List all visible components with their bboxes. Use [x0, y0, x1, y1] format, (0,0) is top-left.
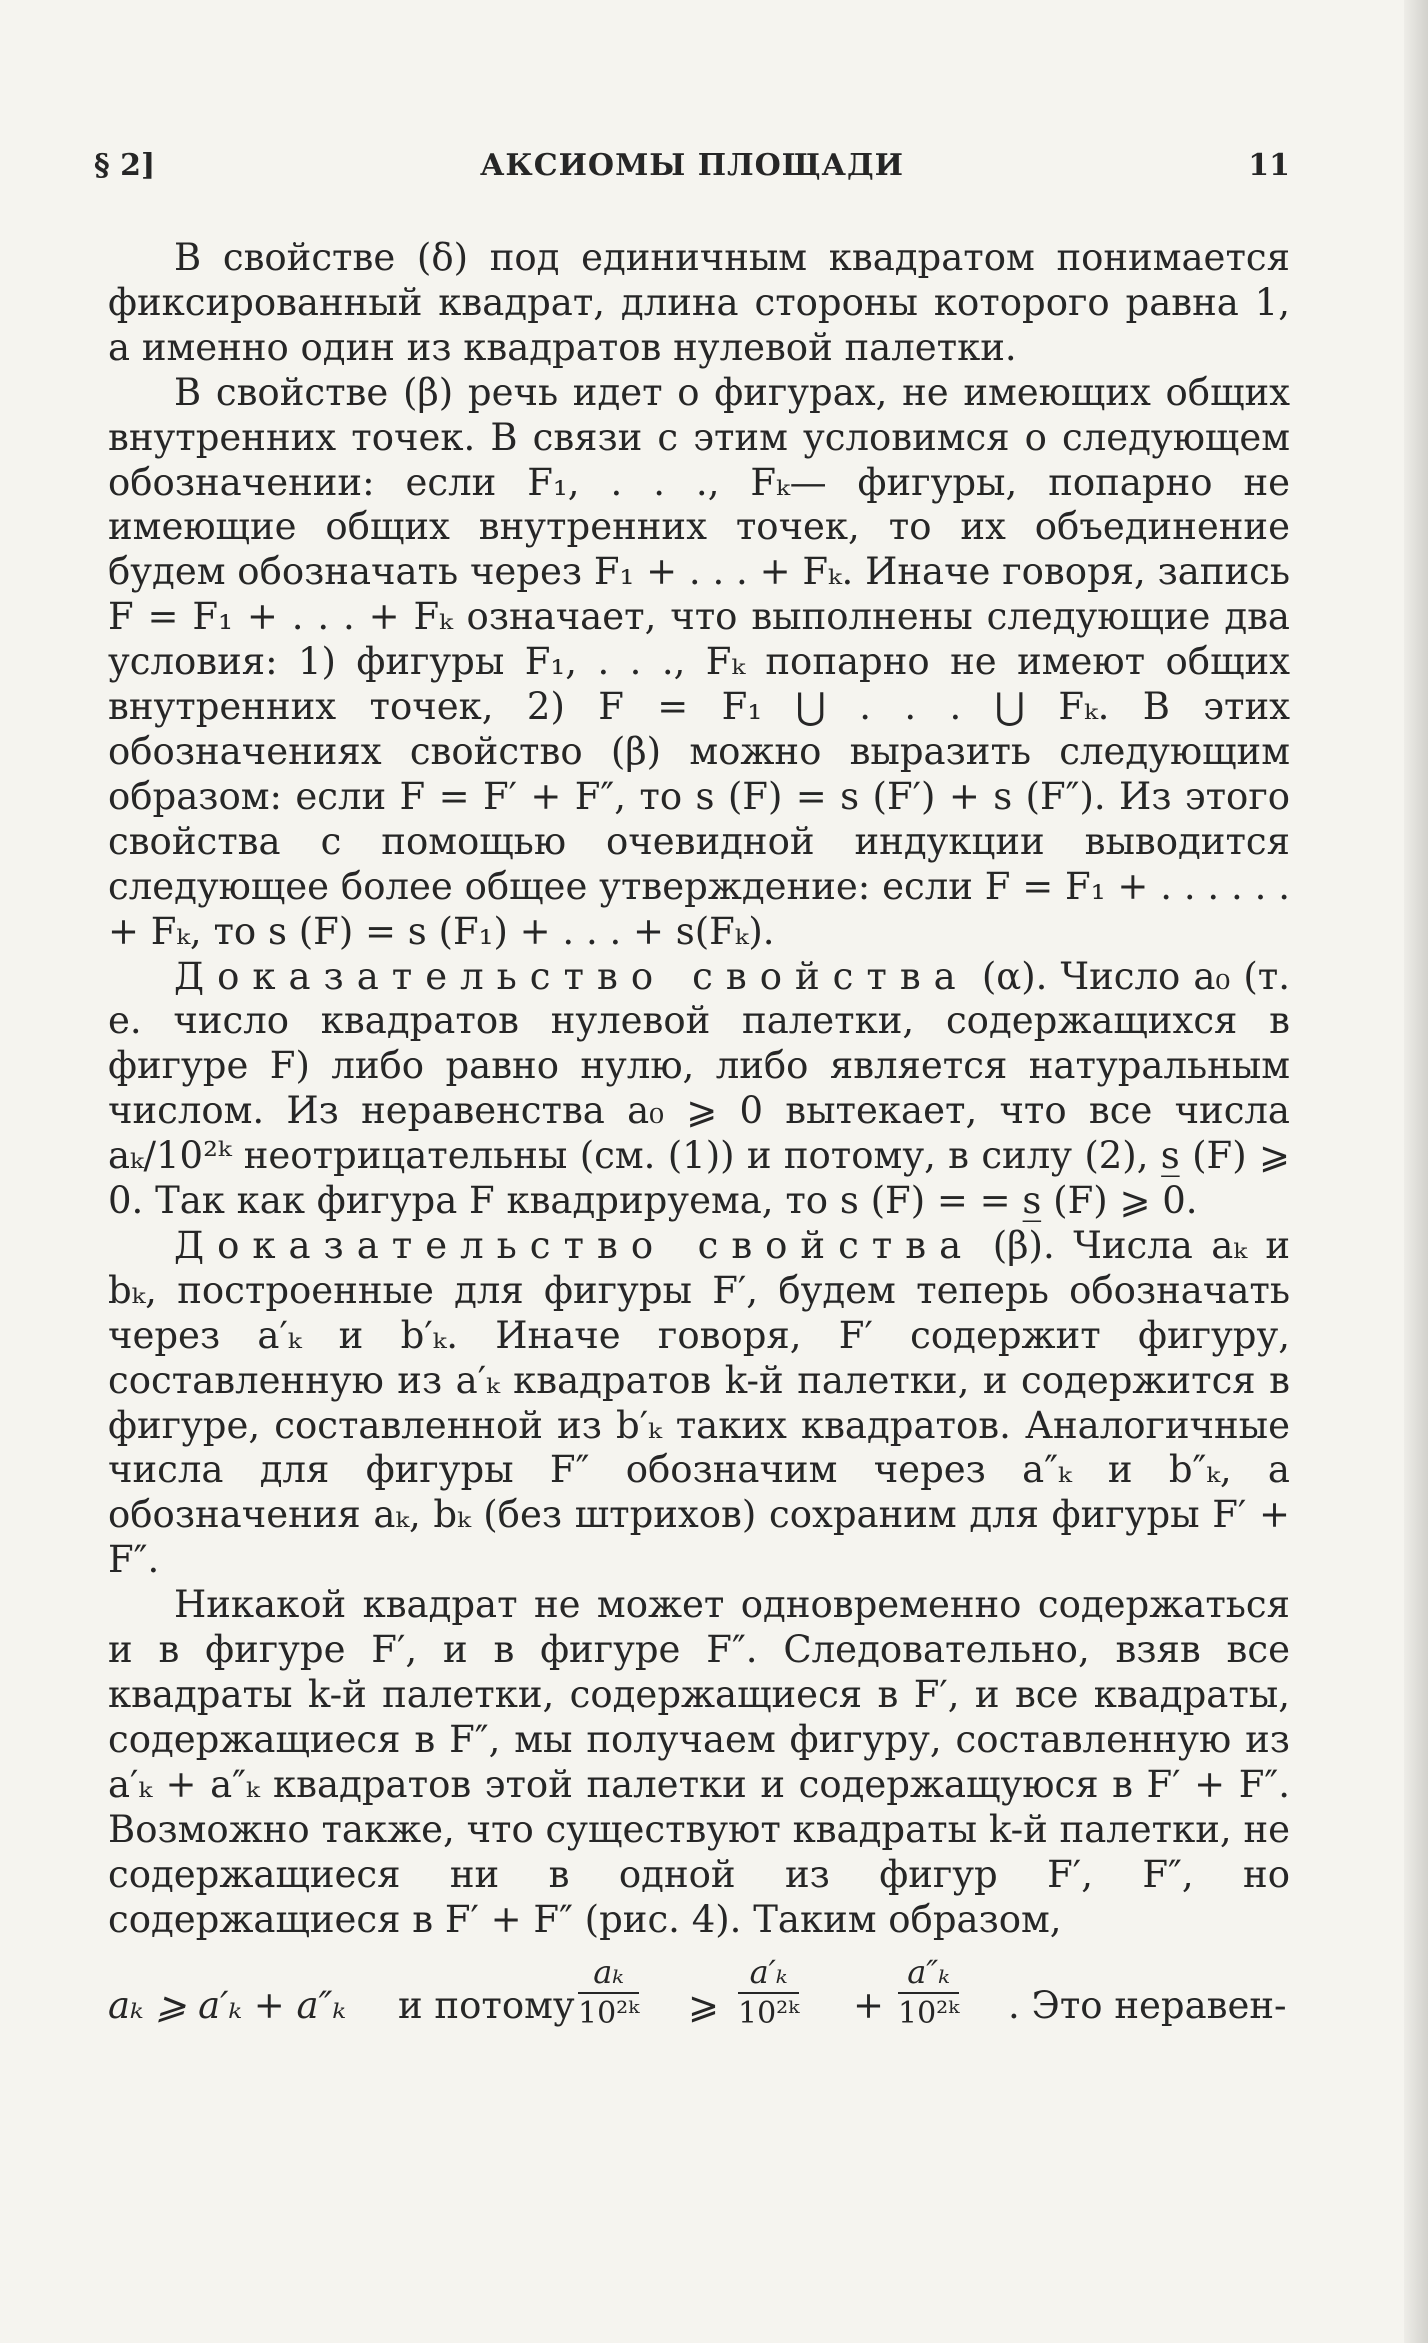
- fraction-a-k-numerator: aₖ: [578, 1952, 639, 1994]
- fraction-a-prime-k: [738, 1952, 799, 2034]
- formula-lhs: aₖ ⩾ a′ₖ + a″ₖ: [108, 1984, 346, 2028]
- formula-conjunction: и потому: [398, 1984, 575, 2028]
- formula-plus: +: [853, 1984, 885, 2028]
- fraction-a-prime-k-numerator: a′ₖ: [738, 1952, 799, 1994]
- running-title: АКСИОМЫ ПЛОЩАДИ: [479, 148, 904, 183]
- section-marker: § 2]: [94, 148, 156, 183]
- paragraph-proof-alpha-text: (α). Число a₀ (т. е. число квадратов нулевой палетки, содержащихся в фигуре F) либо равно нулю, либо является натуральным числом. Из неравенства a₀ ⩾ 0 вытекает, что все числа aₖ/10²ᵏ неотрицательны (см. (1)) и потому, в силу (2), s̲ (F) ⩾ 0. Так как фигура F квадрируема, то s (F) = = s̲ (F) ⩾ 0.: [108, 954, 1290, 1223]
- page-edge-shadow: [1404, 0, 1428, 2343]
- fraction-a-k-denominator: 10²ᵏ: [578, 1996, 640, 2032]
- fraction-a-prime-k-denominator: 10²ᵏ: [738, 1996, 800, 2032]
- page-body: [108, 236, 1290, 2062]
- paragraph-proof-beta-text: (β). Числа aₖ и bₖ, построенные для фигуры F′, будем теперь обозначать через a′ₖ и b′ₖ. Иначе говоря, F′ содержит фигуру, составленную из a′ₖ квадратов k-й палетки, и содержится в фигуре, составленной из b′ₖ таких квадратов. Аналогичные числа для фигуры F″ обозначим через a″ₖ и b″ₖ, а обозначения aₖ, bₖ (без штрихов) сохраним для фигуры F′ + F″.: [108, 1223, 1290, 1582]
- inequality-formula: [108, 1952, 1290, 2062]
- page-number: 11: [1248, 148, 1290, 183]
- formula-tail: . Это неравен-: [1008, 1984, 1287, 2028]
- proof-heading-alpha: Доказательство свойства: [174, 954, 969, 998]
- proof-heading-beta: Доказательство свойства: [174, 1223, 975, 1267]
- fraction-a-k: [578, 1952, 639, 2034]
- running-header: [94, 138, 1290, 198]
- paragraph-squares: Никакой квадрат не может одновременно содержаться и в фигуре F′, и в фигуре F″. Следовательно, взяв все квадраты k-й палетки, содержащиеся в F′, и все квадраты, содержащиеся в F″, мы получаем фигуру, составленную из a′ₖ + a″ₖ квадратов этой палетки и содержащуюся в F′ + F″. Возможно также, что существуют квадраты k-й палетки, не содержащиеся ни в одной из фигур F′, F″, но содержащиеся в F′ + F″ (рис. 4). Таким образом,: [108, 1583, 1290, 1941]
- paragraph-proof-alpha: [108, 955, 1290, 1224]
- fraction-a-double-prime-k-numerator: a″ₖ: [898, 1952, 959, 1994]
- paragraph-proof-beta: [108, 1224, 1290, 1583]
- paragraph-delta: В свойстве (δ) под единичным квадратом понимается фиксированный квадрат, длина стороны которого равна 1, а именно один из квадратов нулевой палетки.: [108, 236, 1290, 369]
- fraction-a-double-prime-k: [898, 1952, 959, 2034]
- fraction-a-double-prime-k-denominator: 10²ᵏ: [898, 1996, 960, 2032]
- formula-geq: ⩾: [688, 1984, 720, 2028]
- paragraph-beta-notation: В свойстве (β) речь идет о фигурах, не имеющих общих внутренних точек. В связи с этим условимся о следующем обозначении: если F₁, . . ., Fₖ— фигуры, попарно не имеющие общих внутренних точек, то их объединение будем обозначать через F₁ + . . . + Fₖ. Иначе говоря, запись F = F₁ + . . . + Fₖ означает, что выполнены следующие два условия: 1) фигуры F₁, . . ., Fₖ попарно не имеют общих внутренних точек, 2) F = F₁ ⋃ . . . ⋃ Fₖ. В этих обозначениях свойство (β) можно выразить следующим образом: если F = F′ + F″, то s (F) = s (F′) + s (F″). Из этого свойства с помощью очевидной индукции выводится следующее более общее утверждение: если F = F₁ + . . . . . . + Fₖ, то s (F) = s (F₁) + . . . + s(Fₖ).: [108, 370, 1290, 953]
